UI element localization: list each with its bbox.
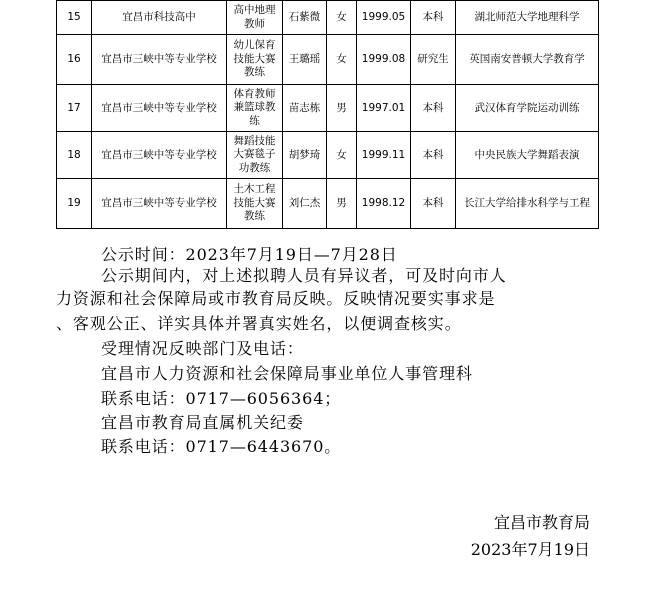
school-major-cell: 长江大学给排水科学与工程 [456, 179, 599, 229]
birth-date-cell: 1999.08 [357, 35, 411, 85]
table-row [57, 1, 599, 35]
signature-date: 2023年7月19日 [470, 540, 590, 559]
table-row [57, 35, 599, 85]
birth-date-cell: 1999.11 [357, 132, 411, 179]
position-cell: 体育教师兼篮球教练 [227, 85, 283, 132]
gender-cell: 女 [327, 35, 357, 85]
hiring-unit-cell: 宜昌市三峡中等专业学校 [92, 179, 227, 229]
gender-cell: 男 [327, 179, 357, 229]
row-number-cell: 15 [57, 1, 92, 35]
table-row [57, 179, 599, 229]
position-cell: 土木工程技能大赛教练 [227, 179, 283, 229]
school-major-cell: 英国南安普顿大学教育学 [456, 35, 599, 85]
table-row [57, 132, 599, 179]
education-cell: 本科 [411, 132, 456, 179]
contact-heading: 受理情况反映部门及电话： [101, 339, 304, 358]
gender-cell: 女 [327, 1, 357, 35]
candidate-table [56, 0, 599, 229]
notice-objection-line-1: 公示期间内，对上述拟聘人员有异议者，可及时向市人 [101, 266, 507, 285]
candidate-name-cell: 石紫微 [283, 1, 327, 35]
signature-org: 宜昌市教育局 [493, 513, 590, 532]
hiring-unit-cell: 宜昌市三峡中等专业学校 [92, 132, 227, 179]
position-cell: 高中地理教师 [227, 1, 283, 35]
school-major-cell: 中央民族大学舞蹈表演 [456, 132, 599, 179]
notice-period: 公示时间：2023年7月19日—7月28日 [101, 245, 398, 264]
table-row [57, 85, 599, 132]
contact-dept-1: 宜昌市人力资源和社会保障局事业单位人事管理科 [101, 364, 473, 383]
candidate-name-cell: 苗志栋 [283, 85, 327, 132]
education-cell: 本科 [411, 85, 456, 132]
notice-objection-line-3: 、客观公正、详实具体并署真实姓名，以便调查核实。 [56, 314, 462, 333]
notice-objection-line-2: 力资源和社会保障局或市教育局反映。反映情况要实事求是 [56, 289, 496, 308]
education-cell: 研究生 [411, 35, 456, 85]
contact-phone-1: 联系电话：0717—6056364； [101, 389, 342, 408]
candidate-name-cell: 王璐瑶 [283, 35, 327, 85]
candidate-name-cell: 胡梦琦 [283, 132, 327, 179]
contact-phone-2: 联系电话：0717—6443670。 [101, 437, 342, 456]
school-major-cell: 武汉体育学院运动训练 [456, 85, 599, 132]
contact-dept-2: 宜昌市教育局直属机关纪委 [101, 413, 304, 432]
school-major-cell: 湖北师范大学地理科学 [456, 1, 599, 35]
gender-cell: 男 [327, 85, 357, 132]
candidate-name-cell: 刘仁杰 [283, 179, 327, 229]
row-number-cell: 18 [57, 132, 92, 179]
education-cell: 本科 [411, 179, 456, 229]
position-cell: 舞蹈技能大赛毯子功教练 [227, 132, 283, 179]
hiring-unit-cell: 宜昌市三峡中等专业学校 [92, 85, 227, 132]
birth-date-cell: 1997.01 [357, 85, 411, 132]
birth-date-cell: 1999.05 [357, 1, 411, 35]
position-cell: 幼儿保育技能大赛教练 [227, 35, 283, 85]
gender-cell: 女 [327, 132, 357, 179]
education-cell: 本科 [411, 1, 456, 35]
birth-date-cell: 1998.12 [357, 179, 411, 229]
hiring-unit-cell: 宜昌市科技高中 [92, 1, 227, 35]
hiring-unit-cell: 宜昌市三峡中等专业学校 [92, 35, 227, 85]
row-number-cell: 19 [57, 179, 92, 229]
row-number-cell: 16 [57, 35, 92, 85]
row-number-cell: 17 [57, 85, 92, 132]
